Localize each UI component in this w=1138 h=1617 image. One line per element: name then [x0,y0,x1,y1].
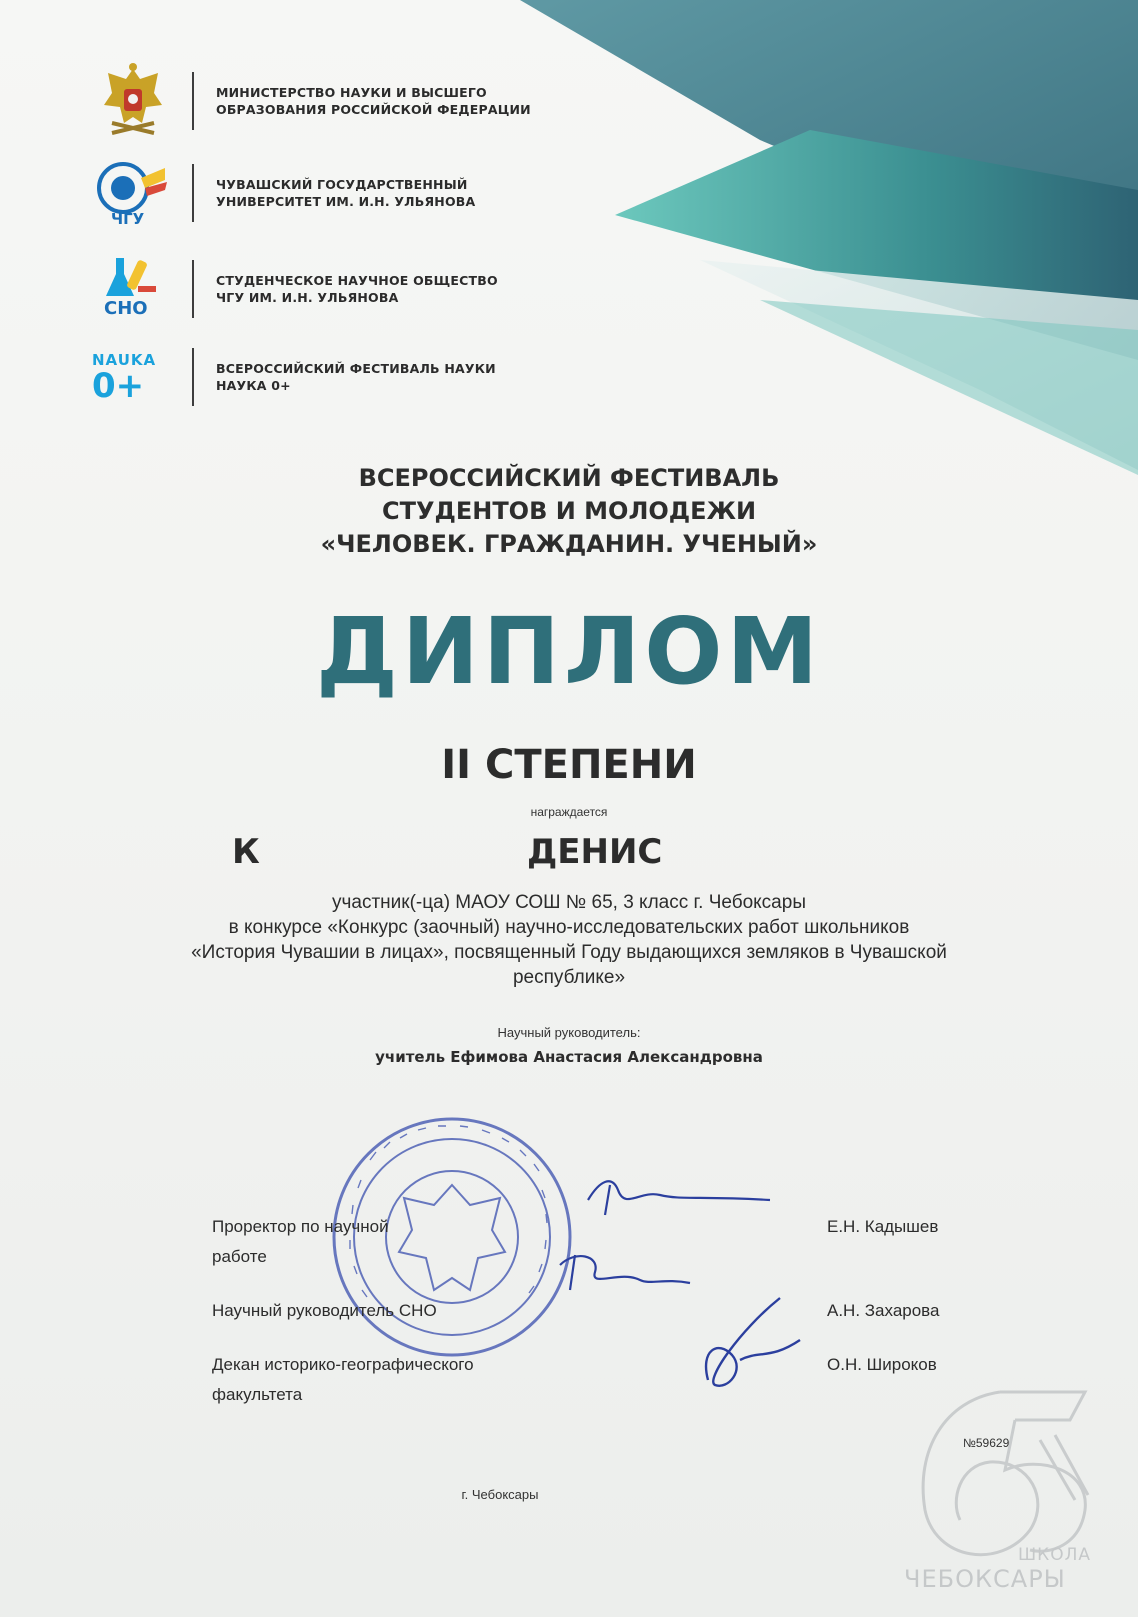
recipient-first-name: ДЕНИС [527,832,663,872]
watermark-school: ШКОЛА [1018,1545,1092,1565]
org-sno-line1: СТУДЕНЧЕСКОЕ НАУЧНОЕ ОБЩЕСТВО [216,273,498,288]
supervisor-name: учитель Ефимова Анастасия Александровна [375,1048,763,1066]
diploma-degree: II СТЕПЕНИ [441,742,697,788]
org-nauka-line2: НАУКА 0+ [216,378,291,393]
nauka-logo-bottom: 0+ [92,366,145,406]
org-sno-line2: ЧГУ ИМ. И.Н. УЛЬЯНОВА [216,290,399,305]
chgu-logo-text: ЧГУ [111,210,145,228]
awarded-label: награждается [530,805,608,819]
diploma-title: ДИПЛОМ [315,598,823,705]
signatory-1-title-line1: Проректор по научной [212,1217,389,1236]
signatory-3-name: О.Н. Широков [827,1355,937,1374]
signatory-1-name: Е.Н. Кадышев [827,1217,939,1236]
serial-number: №59629 [963,1436,1010,1450]
org-nauka-line1: ВСЕРОССИЙСКИЙ ФЕСТИВАЛЬ НАУКИ [216,361,496,376]
description-line3: «История Чувашии в лицах», посвященный Году выдающихся земляков в Чувашской [191,942,947,963]
description-line2: в конкурсе «Конкурс (заочный) научно-исследовательских работ школьников [228,917,910,938]
description-line4: республике» [512,967,626,988]
signature-zakharova [560,1255,690,1290]
org-ministry-line1: МИНИСТЕРСТВО НАУКИ И ВЫСШЕГО [216,85,487,100]
festival-line1: ВСЕРОССИЙСКИЙ ФЕСТИВАЛЬ [358,464,780,492]
signature-kadyshev [588,1181,770,1215]
recipient-surname: К [232,832,260,872]
signature-shirokov [706,1298,800,1386]
signatory-2-name: А.Н. Захарова [827,1301,940,1320]
signatory-3-title-line1: Декан историко-географического [212,1355,474,1374]
festival-line2: СТУДЕНТОВ И МОЛОДЕЖИ [381,497,757,525]
signatory-2-title [212,1296,532,1326]
signatory-1-title [212,1212,532,1272]
description-line1: участник(-ца) МАОУ СОШ № 65, 3 класс г. Чебоксары [332,892,806,913]
signatory-3-title-line2: факультета [212,1385,303,1404]
supervisor-label: Научный руководитель: [497,1025,641,1040]
watermark-city: ЧЕБОКСАРЫ [904,1565,1066,1593]
sno-logo-text: СНО [104,298,148,319]
city-label: г. Чебоксары [461,1487,539,1502]
signatory-2-title-line1: Научный руководитель СНО [212,1301,437,1320]
signatory-1-title-line2: работе [212,1247,267,1266]
signatory-3-title [212,1350,532,1410]
org-ministry-line2: ОБРАЗОВАНИЯ РОССИЙСКОЙ ФЕДЕРАЦИИ [216,102,531,117]
festival-line3: «ЧЕЛОВЕК. ГРАЖДАНИН. УЧЕНЫЙ» [320,530,818,558]
org-university-line2: УНИВЕРСИТЕТ ИМ. И.Н. УЛЬЯНОВА [216,194,476,209]
org-university-line1: ЧУВАШСКИЙ ГОСУДАРСТВЕННЫЙ [216,177,468,192]
nauka-logo-top: NAUKA [92,351,157,369]
